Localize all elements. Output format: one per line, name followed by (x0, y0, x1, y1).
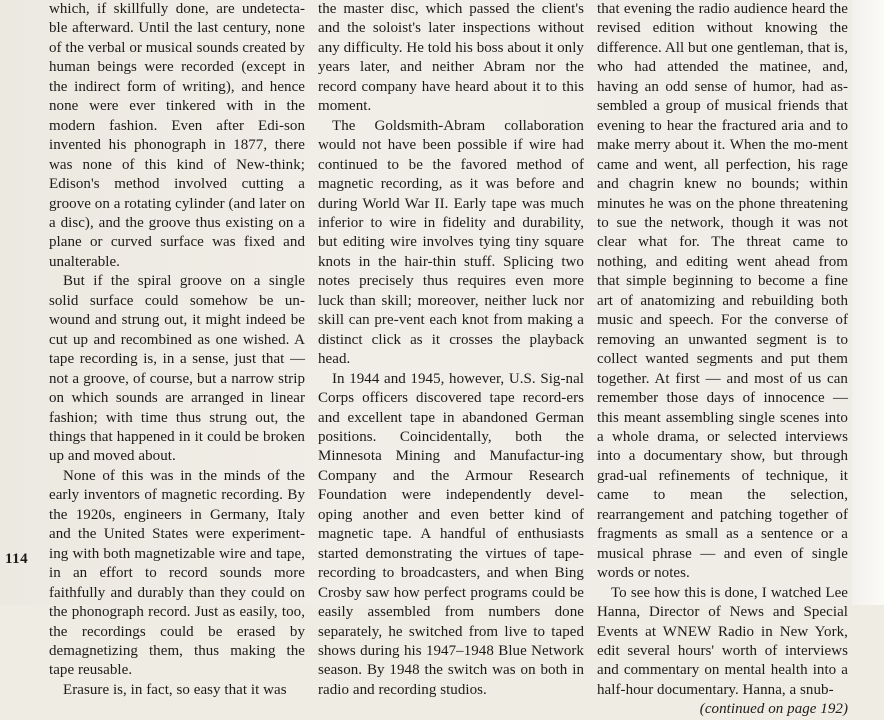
paragraph: which, if skillfully done, are undetecta-ble afterward. Until the last century, none of the verbal or musical sounds created by human beings were recorded (except in the indirect form of writing), and hence none were ever tinkered with in the modern fashion. Even after Edi-son invented his phonograph in 1877, there was none of this kind of New-think; Edison's method involved cutting a groove on a rotating cylinder (and later on a disc), and the groove thus existing on a plane or curved surface was fixed and unalterable. (49, 1, 305, 270)
paragraph: None of this was in the minds of the early inventors of magnetic recording. By the 1920s, engineers in Germany, Italy and the United States were experiment-ing with both magnetizable wire and tape, in an effort to record sounds more faithfully and durably than they could on the phonograph record. Just as easily, too, the recordings could be erased by demagnetizing them, thus making the tape reusable. (49, 467, 305, 679)
page-number: 114 (5, 551, 29, 567)
paragraph: that evening the radio audience heard the revised edition without knowing the difference. All but one gentleman, that is, who had attended the matinee, and, having an odd sense of humor, had as-sembled a group of musical friends that evening to hear the fractured aria and to make merry about it. When the mo-ment came and went, all perfection, his rage and chagrin knew no bounds; within minutes he was on the phone threatening to sue the network, though it was not clear what for. The threat came to nothing, and editing went ahead from that simple beginning to become a fine art of anatomizing and rebuilding both music and speech. For the converse of removing an unwanted segment is to collect wanted segments and put them together. At first — and most of us can remember those days of innocence — this meant assembling single scenes into a whole drama, or selected interviews into a documentary show, but through grad-ual refinements of technique, it came to mean the selection, rearrangement and patching together of fragments as small as a sentence or a musical phrase — and even of single words or notes. (597, 1, 848, 582)
paragraph: Erasure is, in fact, so easy that it was (63, 681, 287, 698)
paragraph: To see how this is done, I watched Lee Hanna, Director of News and Special Events at WNEW Radio in New York, edit several hours' worth of interviews and commentary on mental health into a half-hour documentary. Hanna, a snub- (597, 584, 848, 698)
page-edge (852, 0, 884, 605)
text-column-2 (318, 0, 584, 700)
text-column-3 (597, 0, 848, 720)
paragraph: The Goldsmith-Abram collaboration would not have been possible if wire had continued to be the favored method of magnetic recording, as it was before and during World War II. Early tape was much inferior to wire in fidelity and durability, but editing wire involves tying tiny square knots in the hair-thin stuff. Splicing two notes precisely thus requires even more luck than skill; moreover, neither luck nor skill can pre-vent each knot from making a distinct click as it crosses the playback head. (318, 117, 584, 368)
paragraph: But if the spiral groove on a single solid surface could somehow be un-wound and strung out, it might indeed be cut up and recombined as one wished. A tape recording is, in a sense, just that — not a groove, of course, but a narrow strip on which sounds are arranged in linear fashion; with time thus strung out, the things that happened in it could be broken up and moved about. (49, 273, 305, 465)
continued-note: (continued on page 192) (699, 701, 848, 718)
paragraph: the master disc, which passed the client's and the soloist's later inspections without any difficulty. He told his boss about it only years later, and neither Abram nor the record company have heard about it to this moment. (318, 1, 584, 115)
paragraph: In 1944 and 1945, however, U.S. Sig-nal Corps officers discovered tape record-ers and excellent tape in abandoned German positions. Coincidentally, both the Minnesota Mining and Manufactur-ing Company and the Armour Research Foundation were independently devel-oping another and even better kind of magnetic tape. A handful of enthusiasts started demonstrating the virtues of tape-recording to broadcasters, and when Bing Crosby saw how perfect programs could be easily assembled from numbers done separately, he switched from live to taped shows during his 1947–1948 Blue Network season. By 1948 the switch was on both in radio and recording studios. (318, 370, 584, 698)
text-column-1 (49, 0, 305, 700)
